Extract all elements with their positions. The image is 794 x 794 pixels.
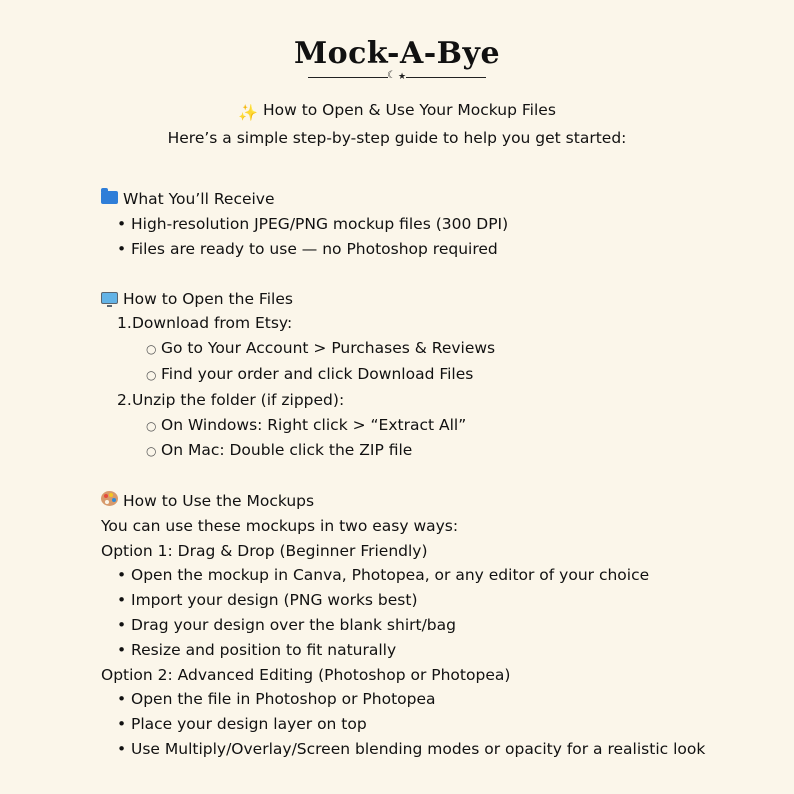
logo-wordmark: Mock-A-Bye [293, 36, 501, 71]
numbered-step: 1. Download from Etsy: [117, 314, 293, 333]
computer-icon [101, 292, 118, 304]
numbered-step: 2. Unzip the folder (if zipped): [117, 390, 345, 409]
bullet-icon: • [117, 739, 127, 758]
guide-content [0, 98, 794, 762]
moon-icon: ☾ [387, 70, 396, 81]
list-item: • Use Multiply/Overlay/Screen blending modes or opacity for a realistic look [0, 737, 794, 762]
guide-title: ✨ How to Open & Use Your Mockup Files [0, 98, 794, 126]
bullet-icon: • [117, 715, 127, 734]
option-2-label: Option 2: Advanced Editing (Photoshop or Photopea) [101, 665, 511, 684]
sub-list-item: ○ On Mac: Double click the ZIP file [0, 438, 794, 464]
bullet-icon: • [117, 239, 127, 258]
list-item: • Open the file in Photoshop or Photopea [0, 687, 794, 712]
section-heading-open: How to Open the Files [0, 287, 794, 312]
bullet-icon: • [117, 566, 127, 585]
palette-icon [101, 491, 118, 506]
star-icon: ★ [398, 72, 407, 82]
sparkles-icon: ✨ [238, 103, 259, 122]
circle-bullet-icon: ○ [146, 367, 157, 382]
list-item: • Files are ready to use — no Photoshop required [0, 237, 794, 262]
section-heading-use: How to Use the Mockups [0, 489, 794, 514]
list-item: • Resize and position to fit naturally [0, 638, 794, 663]
list-item: • Import your design (PNG works best) [0, 588, 794, 613]
logo-underline [308, 70, 486, 83]
logo-rule-right [406, 77, 486, 78]
option-1-label: Option 1: Drag & Drop (Beginner Friendly) [101, 541, 428, 560]
circle-bullet-icon: ○ [146, 444, 157, 459]
sub-list-item: ○ Go to Your Account > Purchases & Reviews [0, 336, 794, 362]
list-item: • Drag your design over the blank shirt/bag [0, 613, 794, 638]
bullet-icon: • [117, 615, 127, 634]
sub-list-item: ○ Find your order and click Download Files [0, 362, 794, 388]
use-lead: You can use these mockups in two easy ways: [101, 516, 459, 535]
bullet-icon: • [117, 215, 127, 234]
guide-subtitle: Here’s a simple step-by-step guide to help you get started: [167, 128, 627, 147]
folder-icon [101, 191, 118, 204]
list-item: • High-resolution JPEG/PNG mockup files (300 DPI) [0, 212, 794, 237]
bullet-icon: • [117, 690, 127, 709]
list-item: • Place your design layer on top [0, 712, 794, 737]
brand-logo [0, 36, 794, 83]
sub-list-item: ○ On Windows: Right click > “Extract All” [0, 413, 794, 439]
section-heading-receive: What You’ll Receive [0, 187, 794, 212]
circle-bullet-icon: ○ [146, 418, 157, 433]
circle-bullet-icon: ○ [146, 342, 157, 357]
list-item: • Open the mockup in Canva, Photopea, or any editor of your choice [0, 563, 794, 588]
logo-rule-left [308, 77, 388, 78]
bullet-icon: • [117, 591, 127, 610]
bullet-icon: • [117, 640, 127, 659]
